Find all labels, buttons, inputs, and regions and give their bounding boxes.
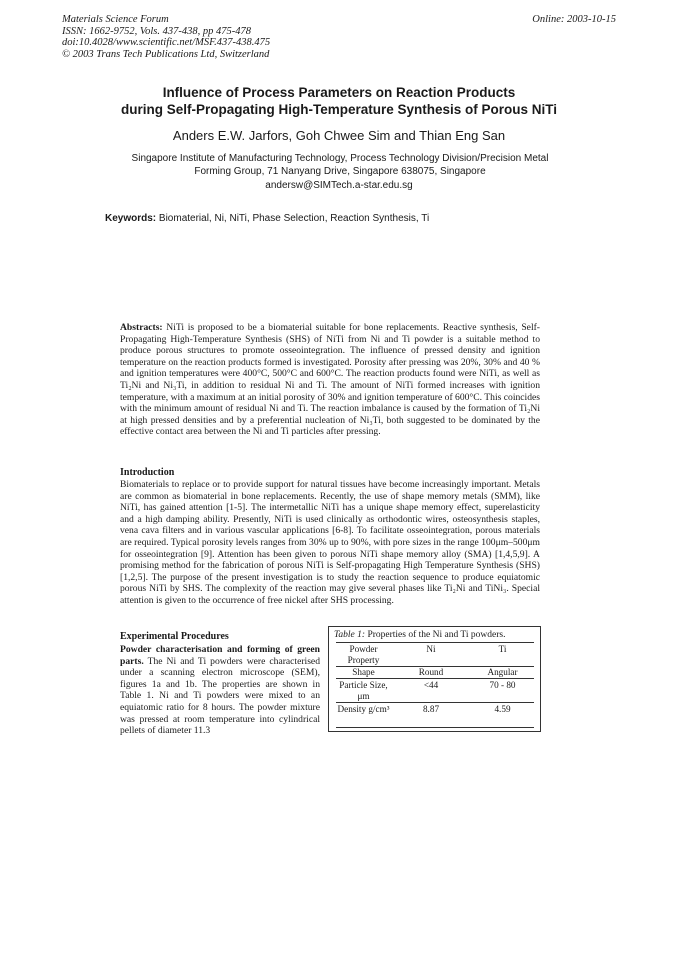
table-cell: 70 - 80 (489, 680, 516, 690)
table-header-cell: Powder Property (347, 644, 380, 665)
journal-name: Materials Science Forum (62, 14, 169, 25)
table-caption-label: Table 1: (334, 630, 366, 640)
table-cell: Round (418, 667, 444, 677)
intro-text: Biomaterials to replace or to provide support for natural tissues have become increasingly important. Metals are common as biomaterial in bone replacements. Recently, the use of shape memory metals (SMM), like NiTi, has gained attention [1-5]. The intermetallic NiTi has a unique shape memory effect, superelasticity and a high damping ability. Presently, NiTi is used clinically as orthodontic wires, osteosynthesis staples, vena cava filters and in various vascular applications [6-8]. To facilitate osseointegration, porous materials are required. Typical porosity levels ranges from 30% up to 90%, with pore sizes in the range 100μm–500μm for osseointegration [9]. Attention has been given to porous NiTi shape memory alloy (SMA) [1,4,5,9]. A promising method for the fabrication of porous NiTi is Self-propagating High Temperature Synthesis (SHS) [1,2,5]. The purpose of the present investigation is to study the reaction sequence to produce equiatomic porous NiTi by SHS. The complexity of the reaction may give several phases like Ti₂Ni and TiNi₃. Special attention is given to the occurrence of free nickel after SHS processing. (120, 479, 540, 606)
authors: Anders E.W. Jarfors, Goh Chwee Sim and Thian Eng San (172, 128, 506, 143)
exp-heading: Experimental Procedures (120, 631, 229, 642)
table-header-cell: Ni (426, 644, 436, 654)
paper-title (60, 84, 618, 118)
abstract-text: NiTi is proposed to be a biomaterial suitable for bone replacements. Reactive synthesis, Self-Propagating High-Temperature Synthesis (SHS) of NiTi from Ni and Ti powder is a suitable method to produce porous structures to promote osseointegration. The influence of pressed density and ignition temperature on the reaction products formed is investigated. Porosity after pressing was 20%, 30% and 40 % and ignition temperatures were 400°C, 500°C and 600°C. The reaction products found were NiTi, as well as Ti₂Ni and Ni₃Ti, in addition to residual Ni and Ti. The amount of NiTi formed increases with ignition temperature, with a maximum at an initial porosity of 30% and ignition temperature of 600°C. This coincides with the minimum amount of residual Ni and Ti. The reaction imbalance is caused by the formation of Ti₂Ni at high pressed densities and by a preferential nucleation of Ni₃Ti, both suggested to be dominated by the effective contact area between the Ni and Ti particles after pressing. (120, 322, 540, 438)
affiliation-line-1: Singapore Institute of Manufacturing Technology, Process Technology Division/Precision Metal (131, 153, 549, 164)
table-rule (336, 727, 534, 728)
affiliation (90, 153, 590, 178)
doi: doi:10.4028/www.scientific.net/MSF.437-438.475 (62, 37, 271, 48)
keywords (105, 213, 429, 224)
exp-subheading: Powder characterisation and forming of green parts. (120, 644, 320, 667)
exp-text (120, 644, 320, 737)
table-cell: 4.59 (494, 704, 511, 714)
issn: ISSN: 1662-9752, Vols. 437-438, pp 475-478 (62, 25, 251, 37)
title-line-2: during Self-Propagating High-Temperature Synthesis of Porous NiTi (120, 102, 558, 117)
affiliation-line-2: Forming Group, 71 Nanyang Drive, Singapore 638075, Singapore (194, 165, 486, 177)
copyright: © 2003 Trans Tech Publications Ltd, Switzerland (62, 48, 270, 60)
table-rule (336, 642, 534, 643)
table-rule (336, 678, 534, 679)
table-cell: Angular (487, 667, 518, 677)
table-cell: Particle Size, μm (339, 680, 388, 701)
keywords-label: Keywords: (105, 213, 157, 224)
abstract-label: Abstracts: (120, 322, 163, 333)
keywords-text: Biomaterial, Ni, NiTi, Phase Selection, Reaction Synthesis, Ti (158, 213, 430, 224)
table-caption-text: Properties of the Ni and Ti powders. (367, 630, 506, 640)
table-cell: Density g/cm³ (337, 704, 390, 714)
journal-header (62, 14, 270, 60)
table-cell: 8.87 (422, 704, 440, 714)
intro-heading: Introduction (120, 467, 175, 478)
email: andersw@SIMTech.a-star.edu.sg (265, 180, 413, 191)
table-rule (336, 702, 534, 703)
table-header-cell: Ti (498, 644, 507, 654)
title-line-1: Influence of Process Parameters on Reaction Products (162, 85, 516, 100)
online-date: Online: 2003-10-15 (532, 14, 616, 25)
table-cell: <44 (423, 680, 439, 690)
exp-body: The Ni and Ti powders were characterised under a scanning electron microscope (SEM), figures 1a and 1b. The properties are shown in Table 1. Ni and Ti powders were mixed to an equiatomic ratio for 8 hours. The powder mixture was pressed at room temperature into cylindrical pellets of diameter 11.3 (120, 655, 320, 737)
abstract (120, 322, 540, 438)
table-cell: Shape (352, 667, 375, 677)
table-caption (334, 630, 505, 640)
